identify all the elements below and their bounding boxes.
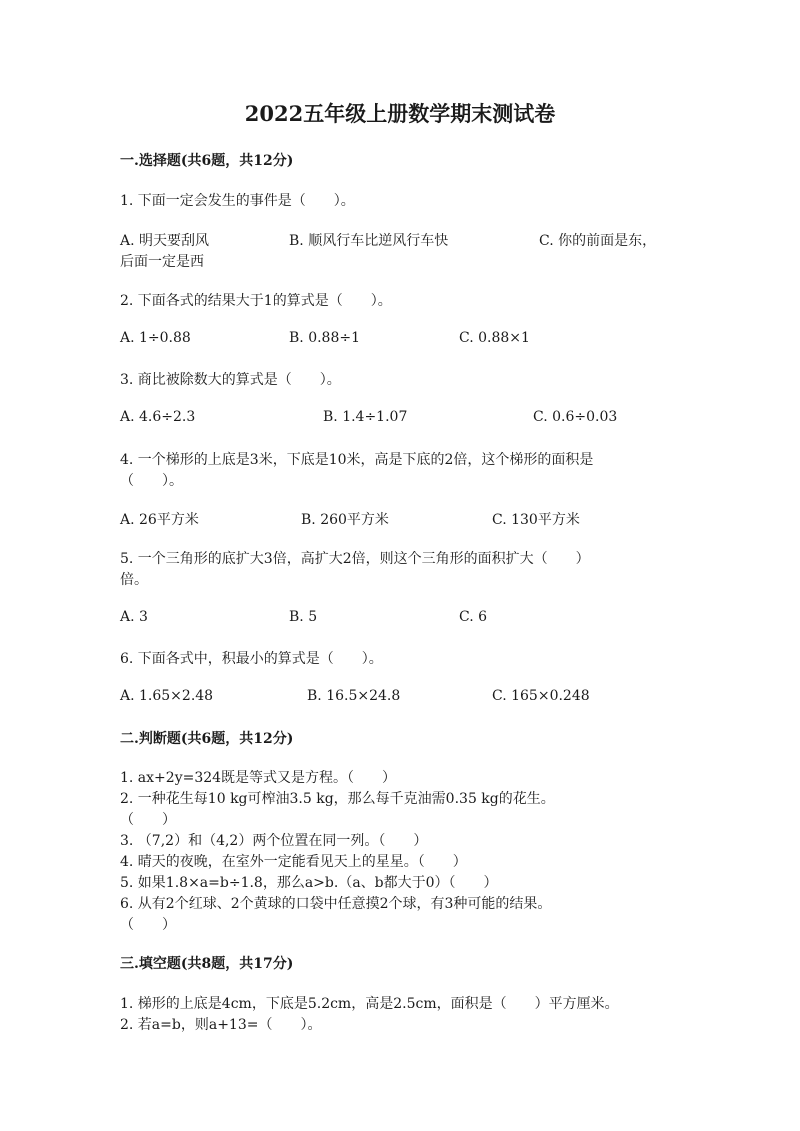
option-c: C. 6 <box>459 609 488 625</box>
option-c: C. 130平方米 <box>492 512 580 528</box>
section-heading-choice: 一.选择题(共6题，共12分) <box>120 153 294 169</box>
option-b: B. 260平方米 <box>301 512 389 528</box>
option-a: A. 明天要刮风 <box>120 233 210 249</box>
option-c: C. 0.88×1 <box>459 330 530 346</box>
question-stem: 2. 下面各式的结果大于1的算式是（ ）。 <box>120 293 392 309</box>
option-a: A. 3 <box>120 609 148 625</box>
question-stem: 4. 一个梯形的上底是3米，下底是10米，高是下底的2倍，这个梯形的面积是 <box>120 452 594 468</box>
judgement-line: 2. 一种花生每10 kg可榨油3.5 kg，那么每千克油需0.35 kg的花生。 <box>120 791 555 807</box>
option-b: B. 5 <box>289 609 318 625</box>
option-c: C. 0.6÷0.03 <box>533 409 618 425</box>
judgement-line: 5. 如果1.8×a=b÷1.8，那么a>b.（a、b都大于0）（ ） <box>120 875 498 891</box>
option-a: A. 1.65×2.48 <box>120 688 214 704</box>
fill-blank-line: 2. 若a=b，则a+13=（ ）。 <box>120 1017 322 1033</box>
option-a: A. 4.6÷2.3 <box>120 409 196 425</box>
page-title: 2022五年级上册数学期末测试卷 <box>244 101 556 126</box>
question-stem: 3. 商比被除数大的算式是（ ）。 <box>120 372 341 388</box>
option-continuation: 后面一定是西 <box>120 254 204 270</box>
judgement-line: （ ） <box>120 812 176 828</box>
judgement-line: 6. 从有2个红球、2个黄球的口袋中任意摸2个球，有3种可能的结果。 <box>120 896 552 912</box>
question-stem: 6. 下面各式中，积最小的算式是（ ）。 <box>120 651 383 667</box>
option-b: B. 0.88÷1 <box>289 330 360 346</box>
section-heading-fill-blank: 三.填空题(共8题，共17分) <box>120 956 294 972</box>
option-b: B. 顺风行车比逆风行车快 <box>289 233 449 249</box>
question-stem: 1. 下面一定会发生的事件是（ ）。 <box>120 193 355 209</box>
question-stem: 5. 一个三角形的底扩大3倍，高扩大2倍，则这个三角形的面积扩大（ ） <box>120 551 590 567</box>
judgement-line: 1. ax+2y=324既是等式又是方程。（ ） <box>120 770 397 786</box>
question-stem-continuation: （ ）。 <box>120 473 183 489</box>
option-c: C. 你的前面是东， <box>539 233 657 249</box>
option-b: B. 16.5×24.8 <box>307 688 401 704</box>
option-c: C. 165×0.248 <box>492 688 590 704</box>
judgement-line: 4. 晴天的夜晚，在室外一定能看见天上的星星。（ ） <box>120 854 467 870</box>
judgement-line: （ ） <box>120 917 176 933</box>
question-stem-continuation: 倍。 <box>120 572 148 588</box>
option-a: A. 1÷0.88 <box>120 330 191 346</box>
option-a: A. 26平方米 <box>120 512 199 528</box>
fill-blank-line: 1. 梯形的上底是4cm，下底是5.2cm，高是2.5cm，面积是（ ）平方厘米。 <box>120 996 619 1012</box>
option-b: B. 1.4÷1.07 <box>323 409 408 425</box>
judgement-line: 3. （7,2）和（4,2）两个位置在同一列。（ ） <box>120 833 428 849</box>
section-heading-judgement: 二.判断题(共6题，共12分) <box>120 731 294 747</box>
